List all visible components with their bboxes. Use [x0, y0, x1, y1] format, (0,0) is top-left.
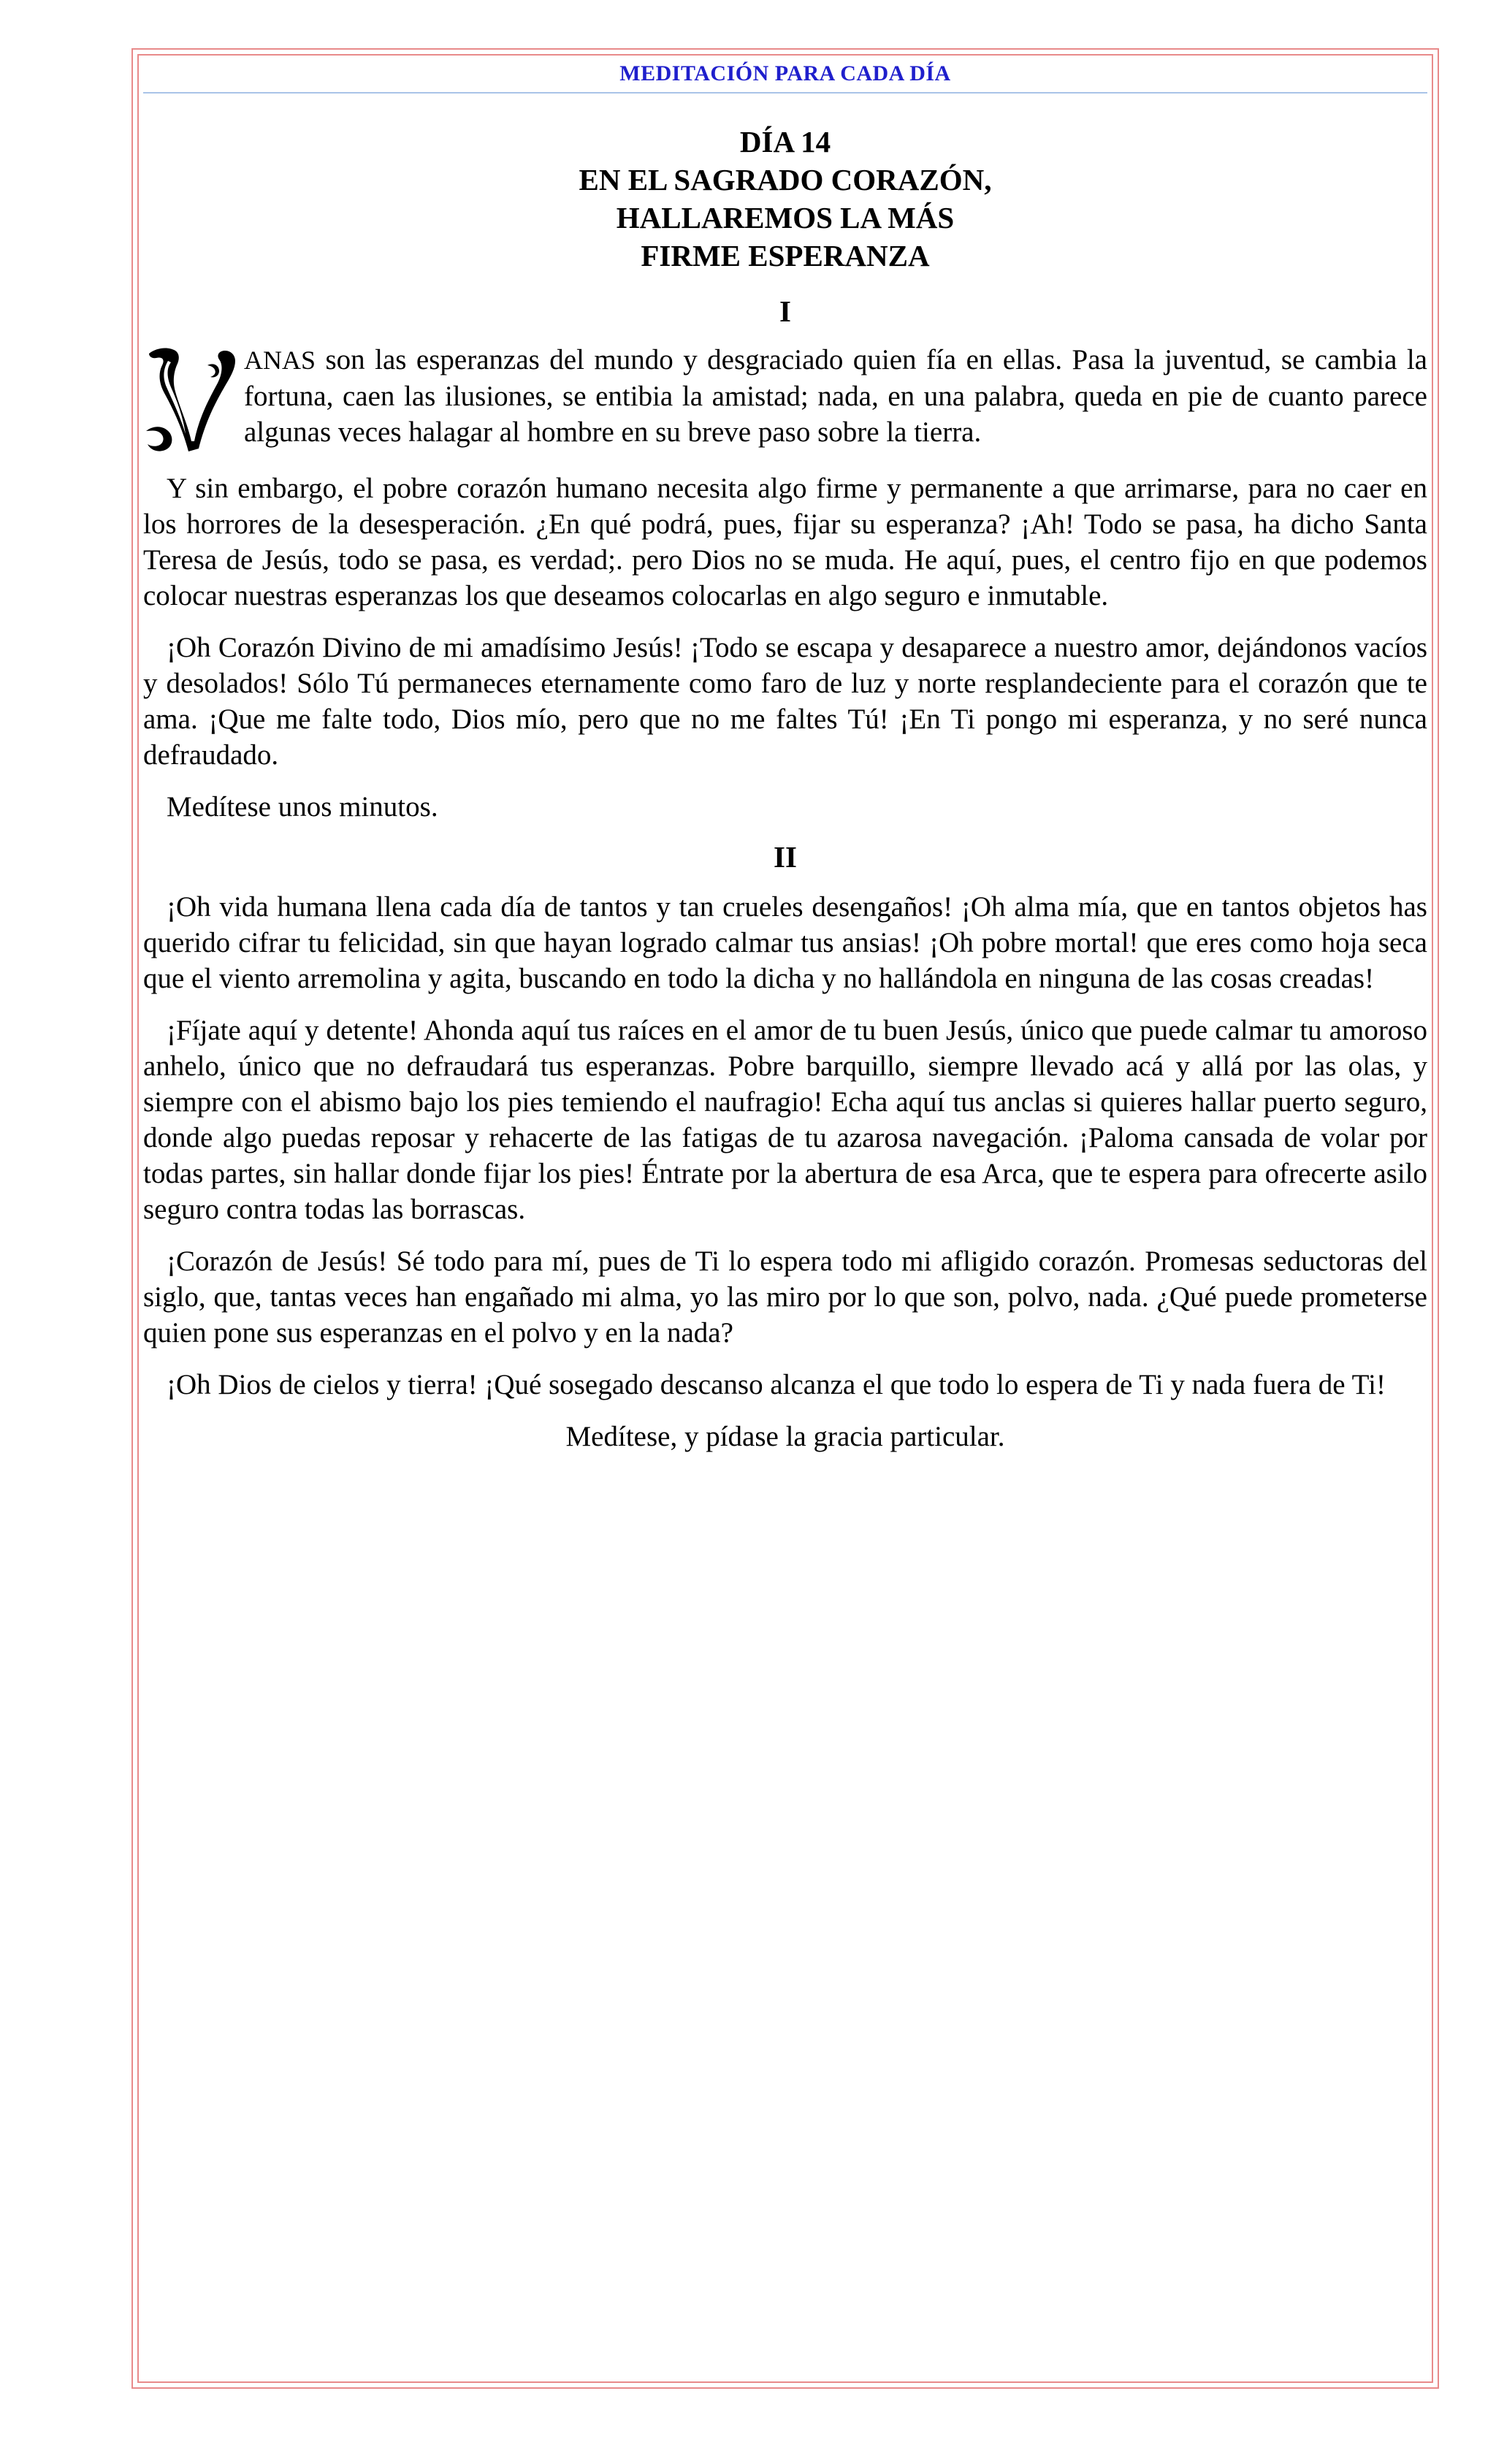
running-head: MEDITACIÓN PARA CADA DÍA	[619, 61, 951, 85]
title-line-3: FIRME ESPERANZA	[641, 239, 930, 272]
first-paragraph-body: son las esperanzas del mundo y desgraciado quien fía en ellas. Pasa la juventud, se cambia la fortuna, caen las ilusiones, se entibia la amistad; nada, en una palabra, queda en pie de cuanto parece algunas veces halagar al hombre en su breve paso sobre la tierra.	[244, 344, 1427, 448]
chapter-title	[143, 123, 1427, 275]
paragraph: ¡Oh vida humana llena cada día de tantos y tan crueles desengaños! ¡Oh alma mía, que en tantos objetos has querido cifrar tu felicidad, sin que hayan logrado calmar tus ansias! ¡Oh pobre mortal! que eres como hoja seca que el viento arremolina y agita, buscando en todo la dicha y no hallándola en ninguna de las cosas creadas!	[143, 891, 1427, 994]
section-number-1: I	[779, 294, 791, 328]
first-paragraph	[143, 342, 1427, 454]
first-paragraph-text	[244, 342, 1427, 450]
paragraph: ¡Oh Corazón Divino de mi amadísimo Jesús! ¡Todo se escapa y desaparece a nuestro amor, dejándonos vacíos y desolados! Sólo Tú permaneces eternamente como faro de luz y norte resplandeciente para el corazón que te ama. ¡Que me falte todo, Dios mío, pero que no me faltes Tú! ¡En Ti pongo mi esperanza, y no seré nunca defraudado.	[143, 632, 1427, 771]
section-number-2: II	[774, 840, 797, 874]
title-line-day: DÍA 14	[739, 125, 831, 159]
opening-word-rest: ANAS	[244, 346, 316, 375]
paragraph: ¡Corazón de Jesús! Sé todo para mí, pues de Ti lo espera todo mi afligido corazón. Promesas seductoras del siglo, que, tantas veces han engañado mi alma, yo las miro por lo que son, polvo, nada. ¿Qué puede prometerse quien pone sus esperanzas en el polvo y en la nada?	[143, 1246, 1427, 1349]
paragraph: Y sin embargo, el pobre corazón humano necesita algo firme y permanente a que arrimarse, para no caer en los horrores de la desesperación. ¿En qué podrá, pues, fijar su esperanza? ¡Ah! Todo se pasa, ha dicho Santa Teresa de Jesús, todo se pasa, es verdad;. pero Dios no se muda. He aquí, pues, el centro fijo en que podemos colocar nuestras esperanzas los que deseamos colocarlas en algo seguro e inmutable.	[143, 473, 1427, 611]
paragraph: ¡Oh Dios de cielos y tierra! ¡Qué sosegado descanso alcanza el que todo lo espera de Ti y nada fuera de Ti!	[167, 1369, 1386, 1400]
paragraph: ¡Fíjate aquí y detente! Ahonda aquí tus raíces en el amor de tu buen Jesús, único que puede calmar tu amoroso anhelo, único que no defraudará tus esperanzas. Pobre barquillo, siempre llevado acá y allá por las olas, y siempre con el abismo bajo los pies temiendo el naufragio! Echa aquí tus anclas si quieres hallar puerto seguro, donde algo puedas reposar y rehacerte de las fatigas de tu azarosa navegación. ¡Paloma cansada de volar por todas partes, sin hallar donde fijar los pies! Éntrate por la abertura de esa Arca, que te espera para ofrecerte asilo seguro contra todas las borrascas.	[143, 1015, 1427, 1225]
running-head-rule	[143, 92, 1427, 94]
drop-cap-letter-v	[143, 343, 241, 454]
page-content	[143, 56, 1427, 1454]
closing-line: Medítese, y pídase la gracia particular.	[565, 1421, 1005, 1452]
meditation-note: Medítese unos minutos.	[167, 791, 438, 823]
title-line-1: EN EL SAGRADO CORAZÓN,	[579, 163, 992, 197]
title-line-2: HALLAREMOS LA MÁS	[616, 201, 955, 234]
